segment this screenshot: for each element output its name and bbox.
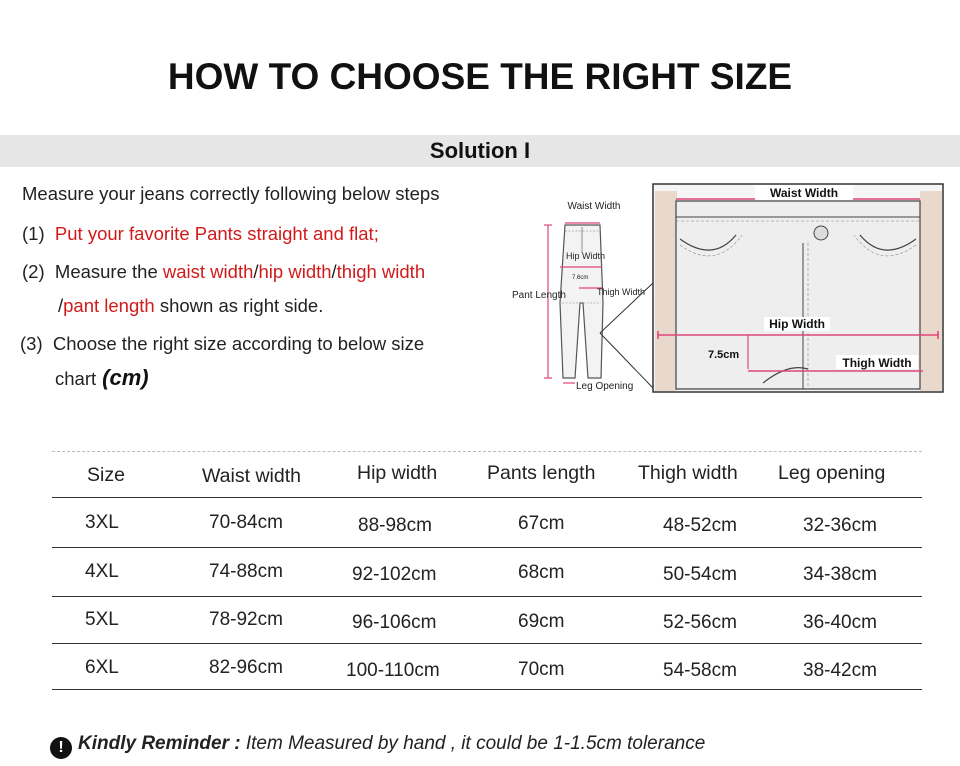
- table-cell: 100-110cm: [346, 660, 440, 681]
- table-cell: 48-52cm: [663, 515, 737, 536]
- small-hip-label: Hip Width: [566, 251, 606, 261]
- row-divider: [52, 643, 922, 644]
- small-waist-label: Waist Width: [567, 201, 621, 212]
- step-2-slash: /: [331, 261, 337, 282]
- table-cell: 36-40cm: [803, 612, 877, 633]
- table-cell: 5XL: [85, 609, 119, 630]
- step-2-number: (2): [22, 261, 45, 282]
- row-divider: [52, 596, 922, 597]
- zoom-measure-label: 7.5cm: [708, 349, 740, 361]
- step-3-chart: chart: [55, 368, 97, 389]
- step-3-text: Choose the right size according to below size: [52, 333, 425, 354]
- header-leg-opening: Leg opening: [778, 462, 886, 484]
- table-cell: 68cm: [518, 562, 565, 583]
- step-2-tail: shown as right side.: [159, 295, 324, 316]
- step-3: [20, 333, 424, 355]
- step-2-continued: [58, 295, 323, 317]
- table-cell: 69cm: [518, 611, 565, 632]
- header-divider: [52, 497, 922, 498]
- table-cell: 34-38cm: [803, 564, 877, 585]
- table-cell: 70cm: [518, 659, 565, 680]
- step-2-waist: waist width: [162, 261, 254, 282]
- table-bottom-divider: [52, 689, 922, 690]
- table-cell: 78-92cm: [209, 609, 283, 630]
- page-title: HOW TO CHOOSE THE RIGHT SIZE: [167, 56, 793, 97]
- zoom-waist-label: Waist Width: [769, 186, 839, 200]
- header-hip-width: Hip width: [357, 462, 438, 484]
- reminder-text: Item Measured by hand , it could be 1-1.5cm tolerance: [245, 733, 706, 754]
- table-cell: 67cm: [518, 513, 565, 534]
- step-1-text: Put your favorite Pants straight and flat;: [54, 223, 379, 244]
- step-1-number: (1): [22, 223, 45, 244]
- table-cell: 4XL: [85, 561, 119, 582]
- table-cell: 50-54cm: [663, 564, 737, 585]
- header-pants-length: Pants length: [487, 462, 596, 484]
- unit-label: (cm): [102, 365, 149, 390]
- step-2-hip: hip width: [258, 261, 332, 282]
- step-3-continued: [55, 365, 149, 391]
- header-thigh-width: Thigh width: [638, 462, 738, 484]
- steps-intro: Measure your jeans correctly following below steps: [22, 183, 440, 204]
- small-thigh-label: Thigh Width: [597, 287, 646, 297]
- row-divider: [52, 547, 922, 548]
- table-cell: 70-84cm: [209, 512, 283, 533]
- table-cell: 96-106cm: [352, 612, 437, 633]
- table-cell: 52-56cm: [663, 612, 737, 633]
- exclamation-icon: !: [50, 737, 72, 759]
- small-measure-label: 7.6cm: [572, 275, 589, 281]
- table-cell: 38-42cm: [803, 660, 877, 681]
- zoom-hip-label: Hip Width: [769, 317, 825, 331]
- step-1: [22, 223, 379, 245]
- table-cell: 92-102cm: [352, 564, 437, 585]
- table-cell: 82-96cm: [209, 657, 283, 678]
- table-top-divider: [52, 451, 922, 452]
- step-2: [22, 261, 425, 283]
- table-cell: 88-98cm: [358, 515, 432, 536]
- table-cell: 32-36cm: [803, 515, 877, 536]
- kindly-reminder: [50, 733, 705, 759]
- step-2-slash: /: [253, 261, 259, 282]
- table-cell: 6XL: [85, 657, 119, 678]
- small-jeans-illustration: [544, 223, 653, 388]
- table-cell: 54-58cm: [663, 660, 737, 681]
- zoom-thigh-label: Thigh Width: [842, 356, 912, 370]
- step-2-lead: Measure the: [54, 261, 158, 282]
- reminder-label: Kindly Reminder :: [78, 733, 241, 754]
- step-2-pant: pant length: [63, 295, 155, 316]
- solution-label: Solution I: [429, 138, 531, 163]
- header-size: Size: [87, 464, 125, 486]
- step-2-slash: /: [58, 295, 64, 316]
- small-leg-opening-label: Leg Opening: [576, 381, 634, 392]
- step-3-number: (3): [20, 333, 43, 354]
- step-2-thigh: thigh width: [336, 261, 426, 282]
- jeans-measure-diagram: [508, 183, 948, 395]
- table-cell: 3XL: [85, 512, 119, 533]
- small-pant-length-label: Pant Length: [512, 290, 566, 301]
- table-cell: 74-88cm: [209, 561, 283, 582]
- header-waist-width: Waist width: [202, 465, 301, 487]
